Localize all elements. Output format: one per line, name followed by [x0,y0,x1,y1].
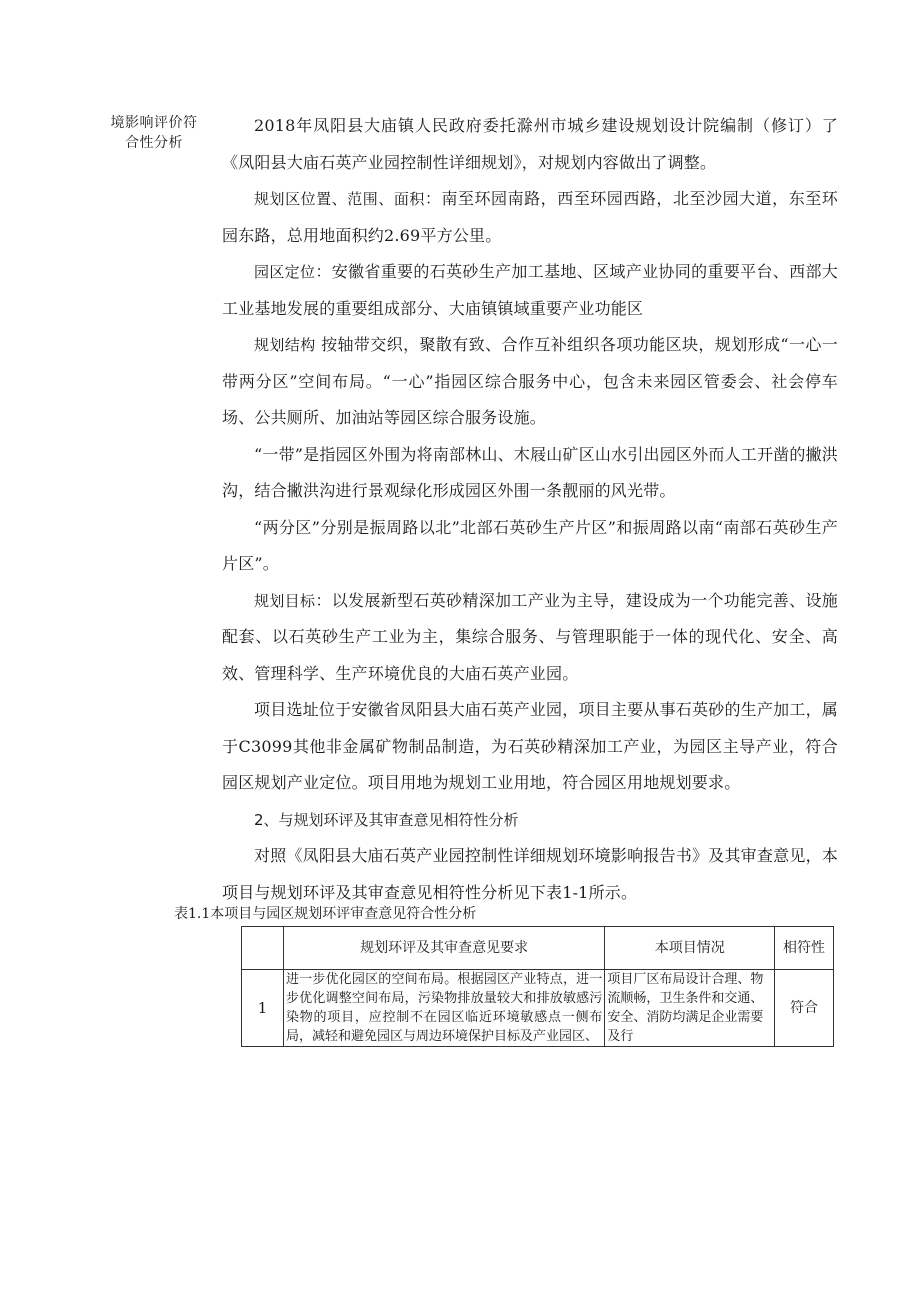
paragraph-text: 按轴带交织，聚散有致、合作互补组织各项功能区块，规划形成“一心一带两分区”空间布局。“一心”指园区综合服务中心，包含未来园区管委会、社会停车场、公共厕所、加油站等园区综合服务设施。 [222,335,838,427]
table-caption: 表1.1本项目与园区规划环评审查意见符合性分析 [174,906,477,922]
row-situation: 项目厂区布局设计合理、物流顺畅，卫生条件和交通、安全、消防均满足企业需要及行 [605,970,775,1047]
paragraph-two-zones [222,510,838,583]
side-column-label [104,113,204,153]
paragraph-key: 园区定位 [254,263,316,281]
side-label-line-1: 境影响评价符 [110,115,198,131]
header-cell-situation: 本项目情况 [605,927,775,970]
paragraph-text: 项目选址位于安徽省凤阳县大庙石英产业园，项目主要从事石英砂的生产加工，属于C3099其他非金属矿物制品制造，为石英砂精深加工产业，为园区主导产业，符合园区规划产业定位。项目用地为规划工业用地，符合园区用地规划要求。 [222,700,838,792]
paragraph-text: “两分区”分别是振周路以北”北部石英砂生产片区”和振周路以南“南部石英砂生产片区”。 [222,517,838,573]
section-heading: 2、与规划环评及其审查意见相符性分析 [254,810,519,829]
paragraph-text: 2018年凤阳县大庙镇人民政府委托滁州市城乡建设规划设计院编制（修订）了《凤阳县大庙石英产业园控制性详细规划》，对规划内容做出了调整。 [222,116,838,172]
paragraph-project-site [222,692,838,802]
paragraph-text: ：南至环园南路，西至环园西路，北至沙园大道，东至环园东路，总用地面积约2.69平方公里。 [222,189,838,245]
paragraph-text: ：以发展新型石英砂精深加工产业为主导，建设成为一个功能完善、设施配套、以石英砂生产工业为主，集综合服务、与管理职能于一体的现代化、安全、高效、管理科学、生产环境优良的大庙石英产业园。 [222,590,838,683]
table-row [242,970,834,1047]
body-text [222,108,838,911]
side-label-line-2: 合性分析 [125,135,183,151]
paragraph-location [222,181,838,254]
paragraph-comparison [222,838,838,911]
row-conformity: 符合 [775,970,834,1047]
table-header-row [242,927,834,970]
paragraph-text: “一带”是指园区外围为将南部林山、木屐山矿区山水引出园区外而人工开凿的撇洪沟，结合撇洪沟进行景观绿化形成园区外围一条靓丽的风光带。 [222,444,838,500]
paragraph-key: 规划目标 [254,591,316,610]
paragraph-one-belt [222,437,838,510]
paragraph-intro [222,108,838,181]
paragraph-structure [222,327,838,437]
compliance-table [241,926,834,1047]
row-requirement: 进一步优化园区的空间布局。根据园区产业特点，进一步优化调整空间布局，污染物排放量较大和排放敏感污染物的项目，应控制不在园区临近环境敏感点一侧布局，减轻和避免园区与周边环境保护目标及产业园区、 [283,970,604,1047]
paragraph-text: ：安徽省重要的石英砂生产加工基地、区域产业协同的重要平台、西部大工业基地发展的重要组成部分、大庙镇镇域重要产业功能区 [222,262,838,318]
header-cell-requirement: 规划环评及其审查意见要求 [283,927,604,970]
paragraph-text: 对照《凤阳县大庙石英产业园控制性详细规划环境影响报告书》及其审查意见，本项目与规划环评及其审查意见相符性分析见下表1-1所示。 [222,846,838,902]
paragraph-key: 规划区位置、范围、面积 [254,190,425,208]
header-cell-conformity: 相符性 [775,927,834,970]
row-number: 1 [242,970,284,1047]
paragraph-goal [222,583,838,693]
header-cell-index [242,927,284,970]
paragraph-key: 规划结构 [254,336,316,354]
paragraph-positioning [222,254,838,327]
